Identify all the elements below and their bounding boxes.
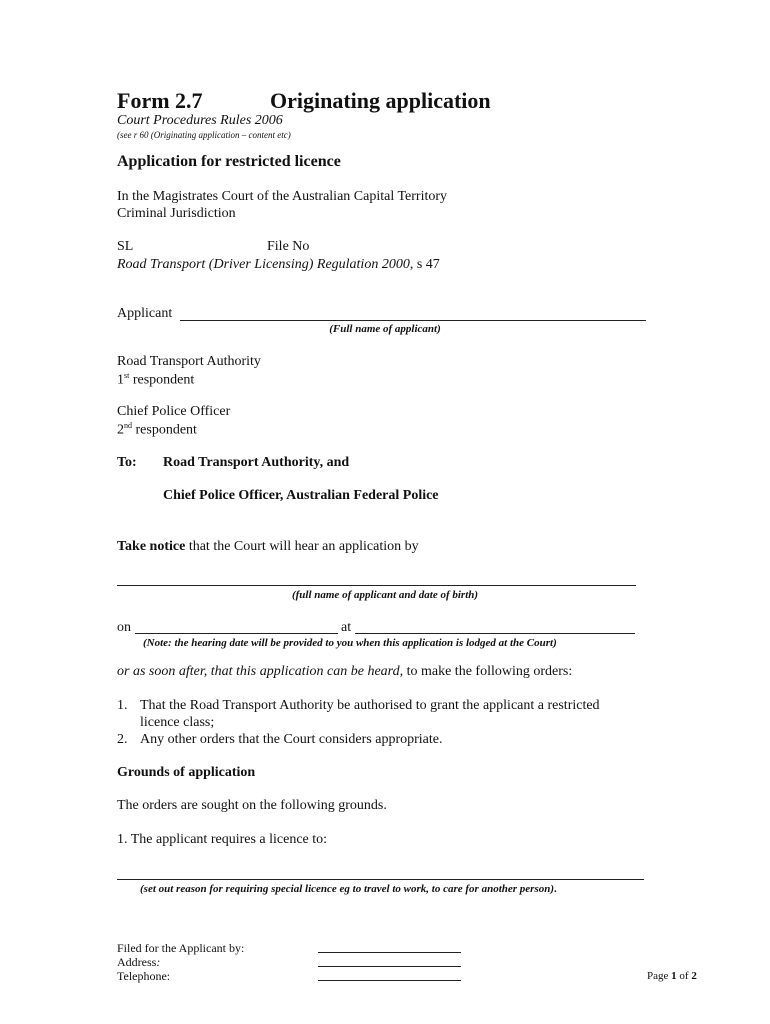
rules-reference: Court Procedures Rules 2006 — [117, 113, 283, 128]
hearing-note: (Note: the hearing date will be provided to you when this application is lodged at the Court) — [143, 637, 557, 649]
hearing-time-line[interactable] — [355, 633, 635, 634]
licence-reason-caption: (set out reason for requiring special licence eg to travel to work, to care for another person). — [140, 883, 557, 895]
applicant-label: Applicant — [117, 306, 173, 321]
on-label: on — [117, 620, 131, 635]
applicant-name-line[interactable] — [180, 320, 646, 321]
filed-for-label: Filed for the Applicant by: — [117, 941, 245, 955]
respondent-2-name: Chief Police Officer — [117, 404, 231, 419]
form-title: Originating application — [270, 88, 491, 113]
applicant-dob-line[interactable] — [117, 585, 636, 586]
rule-note: (see r 60 (Originating application – content etc) — [117, 130, 291, 140]
to-recipient-2: Chief Police Officer, Australian Federal Police — [163, 488, 439, 503]
hearing-date-line[interactable] — [135, 633, 338, 634]
respondent-1-name: Road Transport Authority — [117, 354, 261, 369]
telephone-line[interactable] — [318, 980, 461, 981]
take-notice — [117, 539, 419, 555]
sl-label: SL — [117, 239, 134, 254]
as-soon-after: or as soon after, that this application can be heard, to make the following orders: — [117, 664, 573, 679]
take-notice-bold: Take notice — [117, 539, 186, 554]
at-label: at — [341, 620, 352, 635]
applicant-dob-caption: (full name of applicant and date of birth) — [291, 589, 479, 601]
file-no-label: File No — [267, 239, 310, 254]
grounds-item-1: 1. The applicant requires a licence to: — [117, 832, 328, 847]
order-1-number: 1. — [117, 698, 128, 713]
grounds-heading: Grounds of application — [117, 765, 256, 780]
to-recipient-1: Road Transport Authority, and — [163, 455, 350, 470]
address-line[interactable] — [318, 966, 461, 967]
telephone-label: Telephone: — [117, 969, 171, 983]
court-name: In the Magistrates Court of the Australian Capital Territory — [117, 189, 448, 204]
regulation-name: Road Transport (Driver Licensing) Regulation 2000 — [117, 257, 410, 272]
address-label: Address: — [117, 955, 161, 969]
filed-for-line[interactable] — [318, 952, 461, 953]
respondent-1-role: 1st respondent — [117, 371, 195, 388]
respondent-2-role: 2nd respondent — [117, 421, 197, 438]
jurisdiction: Criminal Jurisdiction — [117, 206, 236, 221]
form-number: Form 2.7 — [117, 88, 203, 113]
order-2-text: Any other orders that the Court considers appropriate. — [140, 732, 443, 747]
order-1-text: That the Road Transport Authority be authorised to grant the applicant a restricted — [140, 698, 600, 713]
take-notice-rest: that the Court will hear an application by — [185, 539, 419, 554]
grounds-intro: The orders are sought on the following grounds. — [117, 798, 387, 813]
regulation-reference — [117, 257, 440, 273]
licence-reason-line[interactable] — [117, 879, 644, 880]
page-number: Page 1 of 2 — [647, 970, 697, 982]
applicant-caption: (Full name of applicant) — [329, 323, 441, 335]
application-heading: Application for restricted licence — [117, 153, 341, 170]
to-label: To: — [117, 455, 137, 470]
order-2-number: 2. — [117, 732, 128, 747]
order-1-text-cont: licence class; — [140, 715, 215, 730]
regulation-section: , s 47 — [409, 257, 440, 272]
